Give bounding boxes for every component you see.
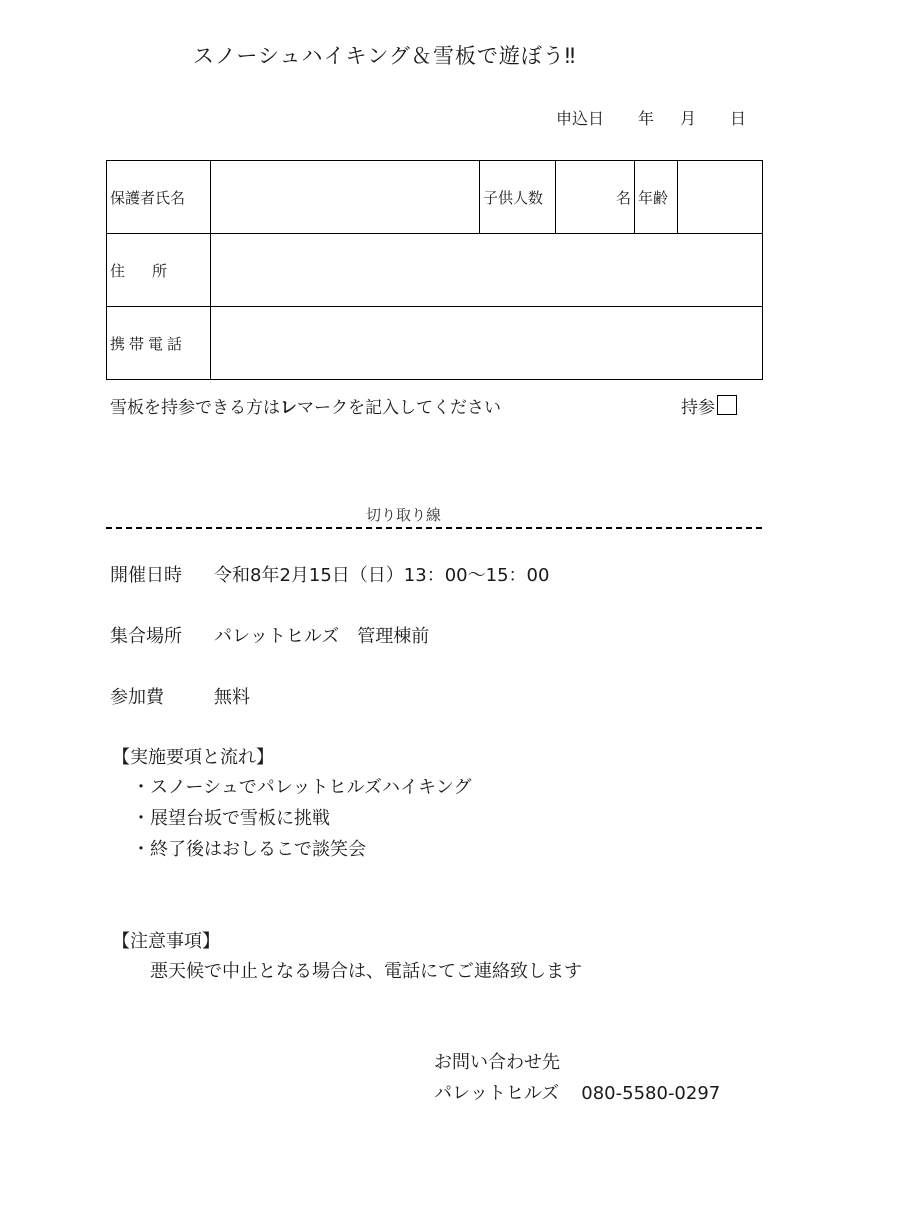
bring-checkbox[interactable] bbox=[717, 395, 737, 415]
apply-year-label: 年 bbox=[638, 109, 655, 128]
event-place-value: パレットヒルズ 管理棟前 bbox=[214, 626, 430, 647]
event-fee-value: 無料 bbox=[214, 687, 250, 708]
application-form bbox=[106, 160, 763, 380]
event-place-row bbox=[110, 622, 429, 648]
event-date-value: 令和8年2月15日（日）13：00～15：00 bbox=[214, 565, 550, 586]
contact-line bbox=[434, 1079, 720, 1105]
address-field[interactable] bbox=[211, 234, 763, 307]
phone-field[interactable] bbox=[211, 307, 763, 380]
cut-line-label: 切り取り線 bbox=[366, 506, 442, 524]
guardian-name-label: 保護者氏名 bbox=[107, 161, 211, 234]
age-field[interactable] bbox=[678, 161, 763, 234]
event-fee-label: 参加費 bbox=[110, 687, 164, 708]
children-count-field[interactable] bbox=[556, 161, 635, 234]
address-label: 住 所 bbox=[107, 234, 211, 307]
contact-name: パレットヒルズ bbox=[434, 1083, 560, 1104]
notes-heading: 【注意事項】 bbox=[112, 931, 220, 952]
contact-phone: 080-5580-0297 bbox=[581, 1083, 721, 1104]
children-count-unit: 名 bbox=[615, 188, 631, 207]
program-item: ・スノーシュでパレットヒルズハイキング bbox=[132, 777, 472, 798]
children-count-label: 子供人数 bbox=[480, 161, 556, 234]
page-title: スノーシュハイキング＆雪板で遊ぼう‼ bbox=[193, 44, 577, 68]
bring-snowboard-note: 雪板を持参できる方はレマークを記入してください bbox=[110, 398, 501, 418]
program-heading: 【実施要項と流れ】 bbox=[112, 747, 274, 768]
cut-line bbox=[106, 527, 762, 529]
program-item: ・終了後はおしるこで談笑会 bbox=[132, 839, 366, 860]
event-place-label: 集合場所 bbox=[110, 626, 182, 647]
apply-day-label: 日 bbox=[730, 109, 747, 128]
bring-checkbox-group bbox=[681, 393, 737, 418]
notes-text: 悪天候で中止となる場合は、電話にてご連絡致します bbox=[150, 961, 582, 982]
application-date bbox=[556, 106, 746, 129]
apply-date-label: 申込日 bbox=[556, 109, 605, 128]
event-fee-row bbox=[110, 683, 250, 709]
program-item: ・展望台坂で雪板に挑戦 bbox=[132, 808, 330, 829]
age-label: 年齢 bbox=[635, 161, 678, 234]
event-date-label: 開催日時 bbox=[110, 565, 182, 586]
phone-label: 携帯電話 bbox=[107, 307, 211, 380]
event-date-row bbox=[110, 561, 549, 587]
apply-month-label: 月 bbox=[680, 109, 697, 128]
check-mark-glyph: レ bbox=[280, 398, 297, 418]
guardian-name-field[interactable] bbox=[211, 161, 480, 234]
contact-label: お問い合わせ先 bbox=[434, 1052, 560, 1073]
bring-checkbox-label: 持参 bbox=[681, 398, 715, 418]
